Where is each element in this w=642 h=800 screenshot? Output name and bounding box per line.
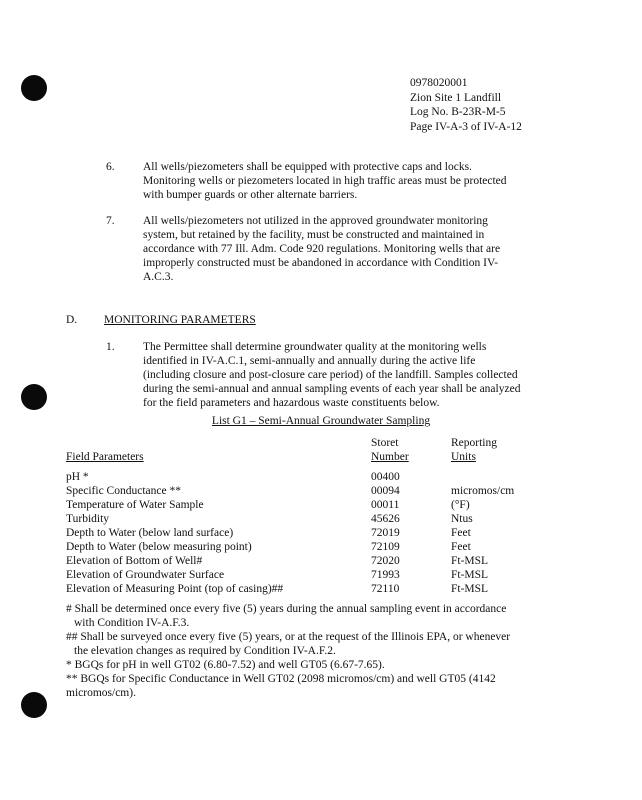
footnote-line: ## Shall be surveyed once every five (5) years, or at the request of the Illinois EPA, or whenever: [66, 631, 511, 643]
units-cell: Ft-MSL: [451, 555, 489, 567]
header-site: Zion Site 1 Landfill: [410, 91, 502, 104]
footnote-line: with Condition IV-A.F.3.: [74, 617, 190, 629]
table-row: [66, 540, 566, 554]
storet-cell: 00400: [371, 471, 400, 483]
text-line: All wells/piezometers not utilized in the approved groundwater monitoring: [143, 215, 488, 227]
parameter-cell: pH *: [66, 471, 89, 483]
text-line: Monitoring wells or piezometers located in high traffic areas must be protected: [143, 175, 507, 187]
punch-hole-top: [21, 75, 47, 101]
units-cell: micromos/cm: [451, 485, 515, 497]
table-title: [0, 414, 642, 428]
item-6-text: [143, 160, 507, 202]
header-doc-id: 0978020001: [410, 77, 468, 89]
table-title-text: List G1 – Semi-Annual Groundwater Sampling: [211, 415, 431, 427]
header-page: Page IV-A-3 of IV-A-12: [410, 120, 522, 133]
text-line: system, but retained by the facility, must be constructed and maintained in: [143, 229, 485, 241]
item-7-text: [143, 214, 500, 284]
units-header-line1: Reporting: [451, 437, 497, 449]
storet-cell: 72019: [371, 527, 400, 539]
item-number: 6.: [106, 161, 115, 173]
storet-cell: 00094: [371, 485, 400, 497]
section-letter: D.: [66, 314, 78, 326]
document-header: [410, 76, 522, 134]
parameter-cell: Temperature of Water Sample: [66, 499, 204, 511]
table-row: [66, 484, 566, 498]
text-line: identified in IV-A.C.1, semi-annually and annually during the active life: [143, 355, 476, 367]
storet-header-line1: Storet: [371, 437, 399, 449]
punch-hole-middle: [21, 384, 47, 410]
units-cell: Feet: [451, 541, 471, 553]
text-line: All wells/piezometers shall be equipped with protective caps and locks.: [143, 161, 472, 173]
table-row: [66, 526, 566, 540]
units-cell: Ft-MSL: [451, 569, 489, 581]
text-line: for the field parameters and hazardous waste constituents below.: [143, 397, 440, 409]
table-row: [66, 512, 566, 526]
storet-cell: 72109: [371, 541, 400, 553]
table-row: [66, 470, 566, 484]
units-cell: (°F): [451, 499, 470, 511]
text-line: (including closure and post-closure care period) of the landfill. Samples collected: [143, 369, 518, 381]
parameter-cell: Turbidity: [66, 513, 110, 525]
parameter-cell: Depth to Water (below measuring point): [66, 541, 252, 553]
units-cell: Ntus: [451, 513, 473, 525]
footnote-ph-bgq: [66, 658, 566, 672]
storet-header-line2: Number: [371, 451, 409, 463]
section-title: MONITORING PARAMETERS: [104, 314, 256, 326]
table-row: [66, 568, 566, 582]
table-row: [66, 554, 566, 568]
parameter-cell: Elevation of Measuring Point (top of casing)##: [66, 583, 284, 595]
text-line: The Permittee shall determine groundwater quality at the monitoring wells: [143, 341, 487, 353]
parameter-cell: Elevation of Bottom of Well#: [66, 555, 203, 567]
text-line: during the semi-annual and annual sampling events of each year shall be analyzed: [143, 383, 521, 395]
text-line: accordance with 77 Ill. Adm. Code 920 regulations. Monitoring wells that are: [143, 243, 501, 255]
footnote-line: * BGQs for pH in well GT02 (6.80-7.52) and well GT05 (6.67-7.65).: [66, 659, 385, 671]
units-cell: Feet: [451, 527, 471, 539]
punch-hole-bottom: [21, 692, 47, 718]
storet-cell: 71993: [371, 569, 400, 581]
units-header-line2: Units: [451, 451, 476, 463]
storet-cell: 72110: [371, 583, 400, 595]
field-parameters-header: Field Parameters: [66, 451, 144, 463]
text-line: A.C.3.: [143, 271, 174, 283]
parameter-cell: Depth to Water (below land surface): [66, 527, 234, 539]
footnote-line: the elevation changes as required by Condition IV-A.F.2.: [74, 645, 336, 657]
footnote-line: micromos/cm).: [66, 687, 136, 699]
footnote-measuring-point: [66, 630, 566, 658]
units-cell: Ft-MSL: [451, 583, 489, 595]
header-log-no: Log No. B-23R-M-5: [410, 106, 506, 118]
storet-cell: 00011: [371, 499, 400, 511]
footnote-conductance-bgq: [66, 672, 566, 700]
text-line: improperly constructed must be abandoned in accordance with Condition IV-: [143, 257, 499, 269]
item-number: 7.: [106, 215, 115, 227]
section-item-number: 1.: [106, 341, 115, 353]
footnote-well-bottom: [66, 602, 566, 630]
storet-cell: 72020: [371, 555, 400, 567]
footnote-line: # Shall be determined once every five (5) years during the annual sampling event in accordance: [66, 603, 507, 615]
storet-cell: 45626: [371, 513, 400, 525]
parameter-cell: Specific Conductance **: [66, 485, 181, 497]
footnote-line: ** BGQs for Specific Conductance in Well GT02 (2098 micromos/cm) and well GT05 (4142: [66, 673, 496, 685]
table-row: [66, 498, 566, 512]
section-item-text: [143, 340, 520, 410]
text-line: with bumper guards or other alternate barriers.: [143, 189, 358, 201]
table-row: [66, 582, 566, 596]
parameter-cell: Elevation of Groundwater Surface: [66, 569, 225, 581]
